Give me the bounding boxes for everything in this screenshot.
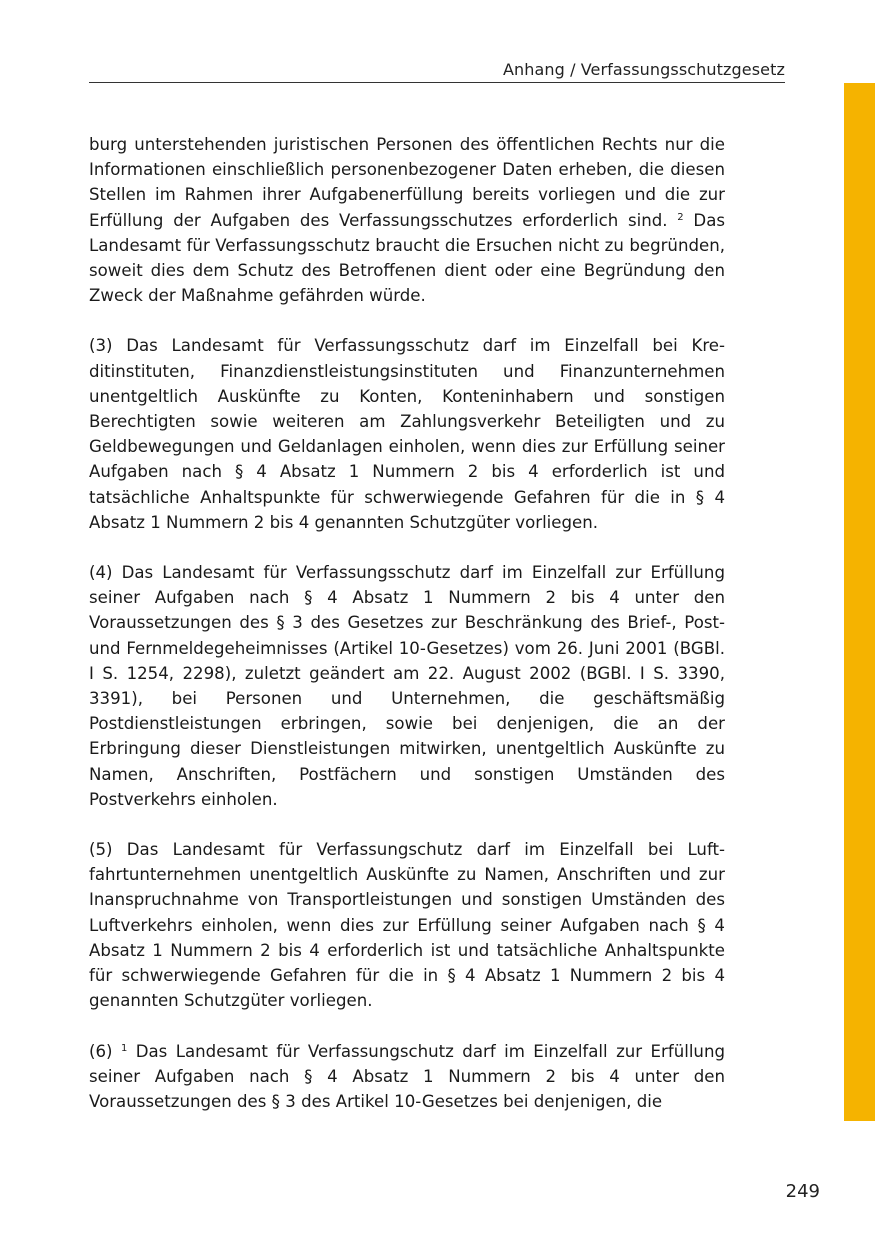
paragraph-4: (4) Das Landesamt für Verfassungsschutz darf im Einzelfall zur Erfüllung seiner Aufgaben nach § 4 Absatz 1 Nummern 2 bis 4 unter den Voraussetzungen des § 3 des Gesetzes zur Beschränkung des Brief-, Post- und Fernmeldegeheimnisses (Artikel 10-Gesetzes) vom 26. Juni 2001 (BGBl. I S. 1254, 2298), zuletzt geändert am 22. August 2002 (BGBl. I S. 3390, 3391), bei Personen und Unternehmen, die geschäftsmäßig Postdienstleistungen erbringen, sowie bei denjenigen, die an der Erbringung dieser Dienstleistungen mitwirken, unentgeltlich Auskünfte zu Namen, Anschriften, Postfächern und sonstigen Umständen des Postverkehrs einholen. xyxy=(89,563,725,809)
paragraph-continuation xyxy=(89,132,725,308)
page-number: 249 xyxy=(785,1181,820,1202)
sentence-number: 1 xyxy=(120,1042,128,1054)
paragraph-number: (6) xyxy=(89,1041,113,1061)
sentence-number: 2 xyxy=(677,211,684,223)
paragraph-6 xyxy=(89,1039,725,1115)
header-rule xyxy=(89,82,785,83)
paragraph-text: Das Landesamt für Verfassungsschutz braucht die Ersuchen nicht zu begründen, soweit dies dem Schutz des Betroffenen dient oder eine Begründung den Zweck der Maßnahme gefährden würde. xyxy=(89,210,726,306)
paragraph-5: (5) Das Landesamt für Verfassungschutz darf im Einzelfall bei Luftfahrtunternehmen unentgeltlich Auskünfte zu Namen, Anschriften und zur Inanspruchnahme von Transportleistungen und sonstigen Umständen des Luftverkehrs einholen, wenn dies zur Erfüllung seiner Aufgaben nach § 4 Absatz 1 Nummern 2 bis 4 erforderlich ist und tatsächliche Anhaltspunkte für schwerwiegende Gefahren für die in § 4 Absatz 1 Nummern 2 bis 4 genannten Schutzgüter vorliegen. xyxy=(89,840,725,1011)
page-body xyxy=(89,132,725,1114)
running-header: Anhang / Verfassungsschutzgesetz xyxy=(502,60,785,79)
paragraph-text: burg unterstehenden juristischen Personen des öffentlichen Rechts nur die Informationen einschließlich personenbezogener Daten erheben, die diesen Stellen im Rahmen ihrer Aufgabenerfüllung bereits vorliegen und die zur Erfüllung der Aufgaben des Verfassungsschutzes erforderlich sind. xyxy=(89,135,725,230)
paragraph-3: (3) Das Landesamt für Verfassungsschutz darf im Einzelfall bei Kreditinstituten, Finanzdienstleistungsinstituten und Finanzunternehmen unentgeltlich Auskünfte zu Konten, Konteninhabern und sonstigen Berechtigten sowie weiteren am Zahlungsverkehr Beteiligten und zu Geldbewegungen und Geldanlagen einholen, wenn dies zur Erfüllung seiner Aufgaben nach § 4 Absatz 1 Nummern 2 bis 4 erforderlich ist und tatsächliche Anhaltspunkte für schwerwiegende Gefahren für die in § 4 Absatz 1 Nummern 2 bis 4 genannten Schutzgüter vorliegen. xyxy=(89,336,725,532)
chapter-tab-marker xyxy=(844,83,875,1121)
paragraph-text: Das Landesamt für Verfassungschutz darf im Einzelfall zur Erfüllung seiner Aufgaben nach § 4 Absatz 1 Nummern 2 bis 4 unter den Voraussetzungen des § 3 des Artikel 10-Gesetzes bei denjenigen, die xyxy=(89,1041,725,1111)
